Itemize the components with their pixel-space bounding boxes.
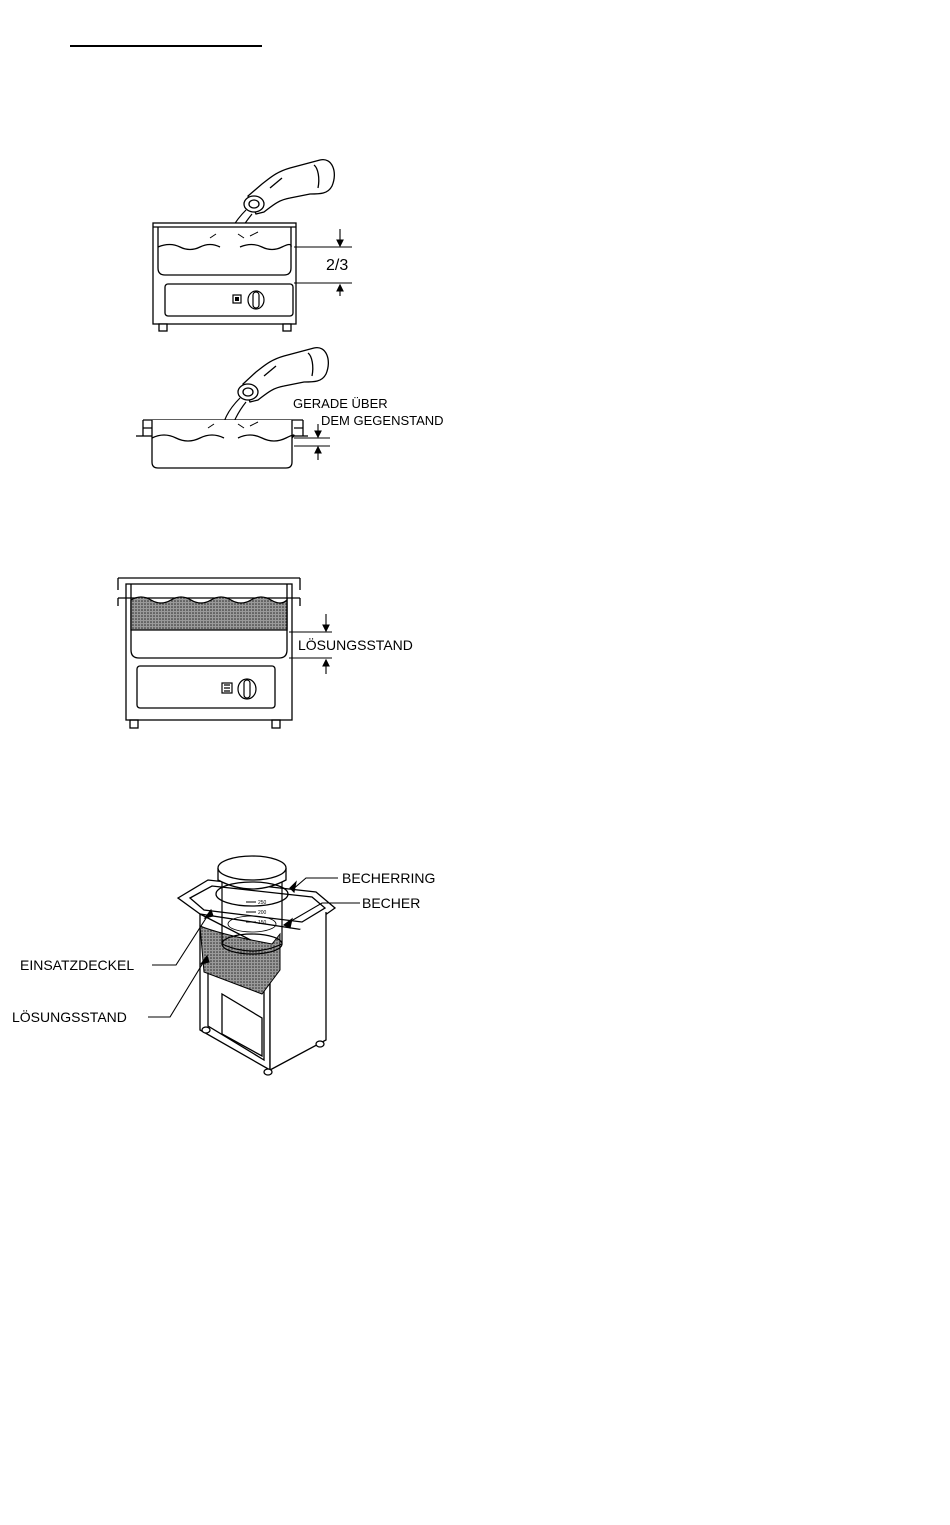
fill-ratio-label: 2/3 <box>326 257 349 274</box>
beaker-mark-3: 150 <box>258 920 267 926</box>
object-label: DEM GEGENSTAND <box>321 413 444 428</box>
insert-lid-label: EINSATZDECKEL <box>20 957 135 973</box>
solution-level-label: LÖSUNGSSTAND <box>12 1009 127 1025</box>
solution-level-label: LÖSUNGSSTAND <box>298 637 413 653</box>
just-over-label: GERADE ÜBER <box>293 396 388 411</box>
beaker-label: BECHER <box>362 895 421 911</box>
beaker-mark-1: 250 <box>258 900 267 906</box>
beaker-ring-label: BECHERRING <box>342 870 436 886</box>
beaker-mark-2: 200 <box>258 910 267 916</box>
